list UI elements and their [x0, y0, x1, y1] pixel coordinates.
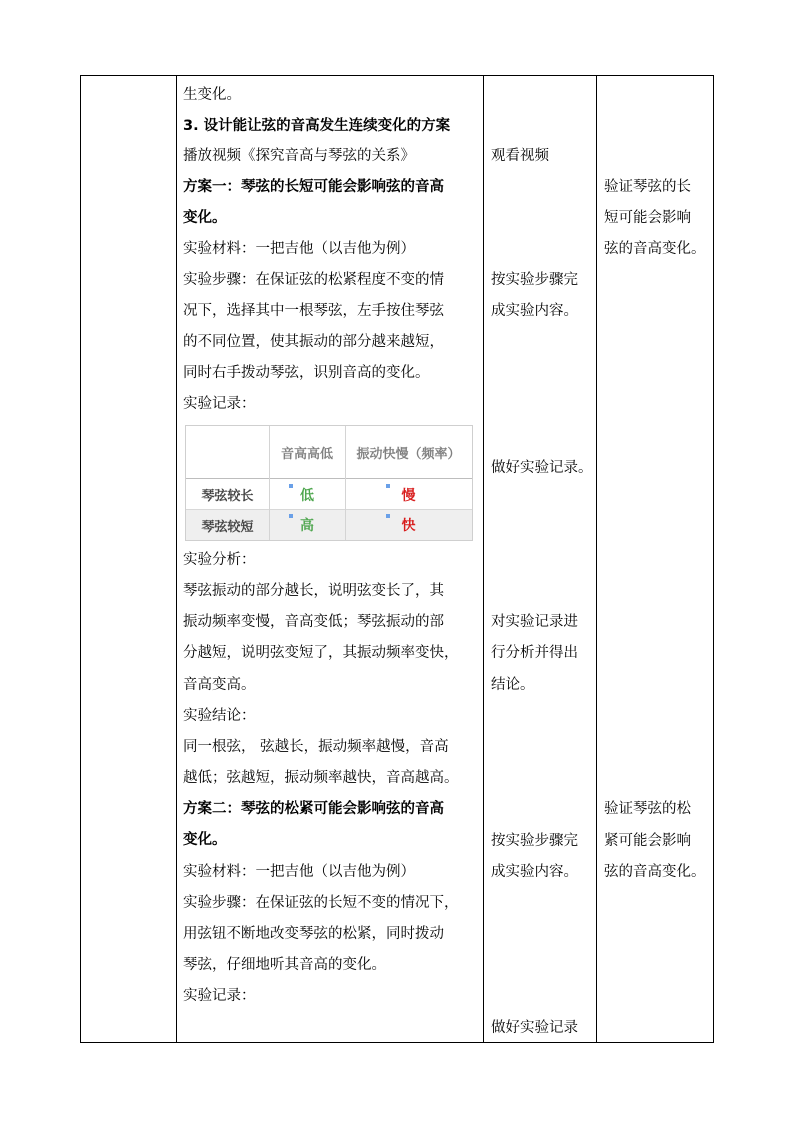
- row-label-short: 琴弦较短: [201, 519, 254, 535]
- student-text: 成实验内容。: [491, 303, 578, 319]
- anchor-marker: [289, 514, 293, 518]
- student-text: 按实验步骤完: [491, 833, 578, 849]
- text-line: 实验材料：一把吉他（以吉他为例）: [183, 864, 415, 880]
- design-intent-column: [604, 76, 714, 1042]
- text-line: 况下，选择其中一根琴弦，左手按住琴弦: [183, 303, 444, 319]
- text-line: 的不同位置，使其振动的部分越来越短，: [183, 334, 444, 350]
- intent-text: 验证琴弦的松: [604, 801, 691, 817]
- header-vibration: 振动快慢（频率）: [356, 447, 461, 462]
- student-text: 做好实验记录: [491, 1020, 578, 1036]
- speed-slow: 慢: [401, 487, 416, 504]
- student-text: 按实验步骤完: [491, 272, 578, 288]
- anchor-marker: [386, 484, 390, 488]
- column-divider: [483, 76, 484, 1042]
- pitch-high: 高: [300, 518, 314, 534]
- speed-fast: 快: [401, 518, 416, 534]
- student-text: 做好实验记录。: [491, 460, 593, 476]
- column-divider: [176, 76, 177, 1042]
- row-label-long: 琴弦较长: [201, 489, 254, 504]
- anchor-marker: [386, 514, 390, 518]
- intent-text: 弦的音高变化。: [604, 241, 706, 257]
- anchor-marker: [289, 484, 293, 488]
- text-line: 生变化。: [183, 87, 241, 103]
- text-line: 实验分析：: [183, 552, 256, 568]
- stage-column: [81, 76, 176, 1042]
- student-text: 结论。: [491, 677, 535, 693]
- text-line: 振动频率变慢，音高变低；琴弦振动的部: [183, 614, 444, 630]
- text-line: 实验记录：: [183, 396, 256, 412]
- text-line: 实验材料：一把吉他（以吉他为例）: [183, 241, 415, 257]
- plan-two-heading: 方案二：琴弦的松紧可能会影响弦的音高: [183, 801, 444, 817]
- header-pitch: 音高高低: [280, 447, 333, 462]
- student-text: 观看视频: [491, 148, 549, 164]
- teacher-activity-column: [183, 76, 481, 1042]
- text-line: 音高变高。: [183, 677, 256, 693]
- student-text: 对实验记录进: [491, 614, 578, 630]
- text-line: 同时右手拨动琴弦，识别音高的变化。: [183, 365, 430, 381]
- text-line: 实验步骤：在保证弦的松紧程度不变的情: [183, 272, 444, 288]
- student-activity-column: [491, 76, 595, 1042]
- text-line: 琴弦，仔细地听其音高的变化。: [183, 957, 386, 973]
- section-heading: 3. 设计能让弦的音高发生连续变化的方案: [183, 118, 451, 134]
- column-divider: [596, 76, 597, 1042]
- text-line: 播放视频《探究音高与琴弦的关系》: [183, 148, 415, 164]
- pitch-low: 低: [300, 487, 314, 504]
- text-line: 分越短，说明弦变短了，其振动频率变快，: [183, 645, 459, 661]
- text-line: 琴弦振动的部分越长，说明弦变长了，其: [183, 583, 444, 599]
- text-line: 越低；弦越短，振动频率越快，音高越高。: [183, 770, 459, 786]
- text-line: 实验结论：: [183, 708, 256, 724]
- intent-text: 验证琴弦的长: [604, 179, 691, 195]
- experiment-record-table: [185, 425, 473, 541]
- plan-one-heading: 方案一：琴弦的长短可能会影响弦的音高: [183, 179, 444, 195]
- intent-text: 弦的音高变化。: [604, 864, 706, 880]
- intent-text: 紧可能会影响: [604, 833, 691, 849]
- student-text: 成实验内容。: [491, 864, 578, 880]
- intent-text: 短可能会影响: [604, 210, 691, 226]
- lesson-table: [80, 75, 714, 1043]
- text-line: 同一根弦， 弦越长，振动频率越慢，音高: [183, 739, 449, 755]
- plan-two-heading-cont: 变化。: [183, 832, 227, 848]
- plan-one-heading-cont: 变化。: [183, 210, 227, 226]
- student-text: 行分析并得出: [491, 645, 578, 661]
- text-line: 实验记录：: [183, 988, 256, 1004]
- text-line: 实验步骤：在保证弦的长短不变的情况下，: [183, 895, 459, 911]
- text-line: 用弦钮不断地改变琴弦的松紧，同时拨动: [183, 926, 444, 942]
